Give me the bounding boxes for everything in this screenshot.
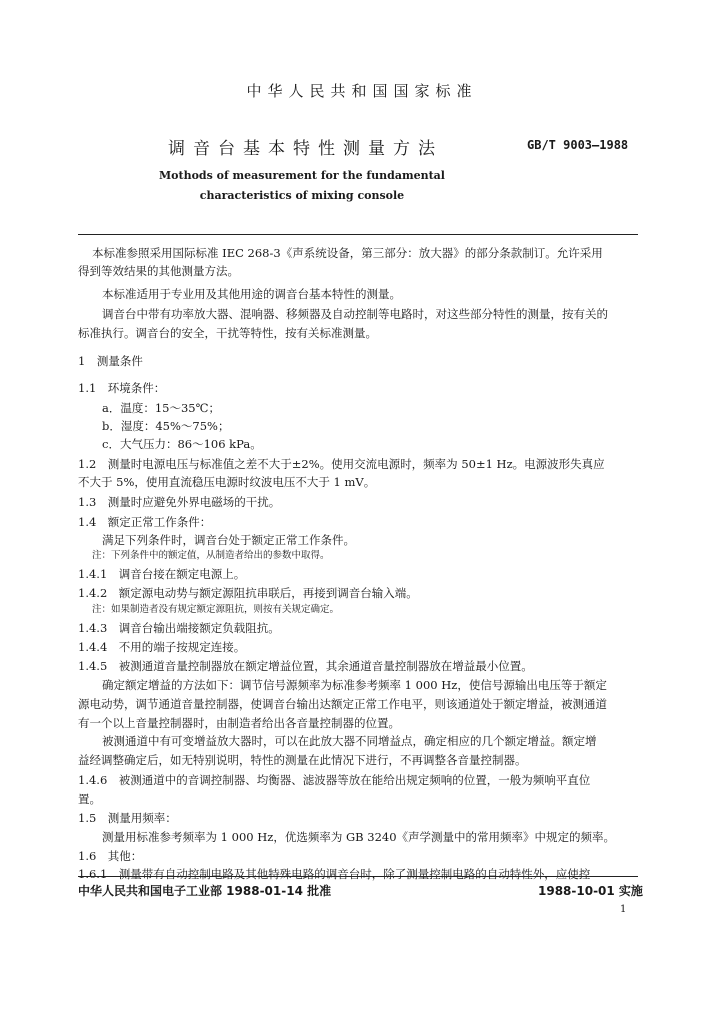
- body-line: 源电动势，调节通道音量控制器，使调音台输出达额定正常工作电平，则该通道处于额定增益，被测通道: [78, 697, 607, 711]
- note-text: 注：如果制造者没有规定额定源阻抗，则按有关规定确定。: [92, 604, 340, 615]
- list-item: b．湿度：45%～75%；: [102, 419, 230, 433]
- body-line: 1.4.1 调音台接在额定电源上。: [78, 567, 246, 581]
- body-line: 调音台中带有功率放大器、混响器、移频器及自动控制等电路时，对这些部分特性的测量，按有关的: [102, 307, 608, 321]
- body-line: 本标准参照采用国际标准 IEC 268-3《声系统设备，第三部分：放大器》的部分条款制订。允许采用: [92, 246, 603, 260]
- body-line: 1.3 测量时应避免外界电磁场的干扰。: [78, 495, 281, 509]
- clause-heading: 1.4 额定正常工作条件：: [78, 515, 212, 529]
- body-line: 得到等效结果的其他测量方法。: [78, 264, 239, 278]
- standard-code: GB/T 9003—1988: [527, 138, 629, 152]
- note-text: 注：下列条件中的额定值，从制造者给出的参数中取得。: [92, 550, 330, 561]
- body-line: 1.6.1 测量带有自动控制电路及其他特殊电路的调音台时，除了测量控制电路的自动特性外，应使控: [78, 867, 591, 881]
- body-line: 1.4.5 被测通道音量控制器放在额定增益位置，其余通道音量控制器放在增益最小位置。: [78, 659, 533, 673]
- body-line: 确定额定增益的方法如下：调节信号源频率为标准参考频率 1 000 Hz，使信号源输出电压等于额定: [102, 678, 607, 692]
- body-line: 本标准适用于专业用及其他用途的调音台基本特性的测量。: [102, 287, 401, 301]
- list-item: a．温度：15～35℃；: [102, 401, 220, 415]
- standard-name: 中华人民共和国国家标准: [246, 82, 478, 100]
- body-line: 1.4.6 被测通道中的音调控制器、均衡器、滤波器等放在能给出规定频响的位置，一般为频响平直位: [78, 773, 591, 787]
- clause-heading: 1.5 测量用频率：: [78, 811, 177, 825]
- effective-date: 1988-10-01 实施: [538, 884, 643, 898]
- english-title-line-1: Mothods of measurement for the fundamental: [158, 169, 445, 182]
- section-heading: 1 测量条件: [78, 354, 143, 368]
- body-line: 1.2 测量时电源电压与标准值之差不大于±2%。使用交流电源时，频率为 50±1 Hz。电源波形失真应: [78, 457, 605, 471]
- footer-divider: [78, 876, 638, 877]
- body-line: 测量用标准参考频率为 1 000 Hz，优选频率为 GB 3240《声学测量中的常用频率》中规定的频率。: [102, 830, 616, 844]
- english-title-line-2: characteristics of mixing console: [199, 189, 405, 202]
- body-line: 益经调整确定后，如无特别说明，特性的测量在此情况下进行，不再调整各音量控制器。: [78, 753, 527, 767]
- document-title: 调音台基本特性测量方法: [168, 139, 443, 159]
- body-line: 1.4.4 不用的端子按规定连接。: [78, 640, 246, 654]
- body-line: 标准执行。调音台的安全，干扰等特性，按有关标准测量。: [78, 326, 377, 340]
- body-line: 被测通道中有可变增益放大器时，可以在此放大器不同增益点，确定相应的几个额定增益。额定增: [102, 734, 597, 748]
- english-title: [0, 166, 604, 206]
- list-item: c．大气压力：86～106 kPa。: [102, 437, 262, 451]
- body-line: 有一个以上音量控制器时，由制造者给出各音量控制器的位置。: [78, 716, 400, 730]
- page-number: 1: [620, 904, 627, 915]
- body-line: 1.4.3 调音台输出端接额定负载阻抗。: [78, 621, 280, 635]
- clause-heading: 1.1 环境条件：: [78, 381, 166, 395]
- body-line: 置。: [78, 792, 101, 806]
- clause-heading: 1.6 其他：: [78, 849, 143, 863]
- body-line: 满足下列条件时，调音台处于额定正常工作条件。: [102, 533, 355, 547]
- header-divider: [78, 234, 638, 235]
- body-line: 不大于 5%，使用直流稳压电源时纹波电压不大于 1 mV。: [78, 475, 376, 489]
- body-line: 1.4.2 额定源电动势与额定源阻抗串联后，再接到调音台输入端。: [78, 586, 418, 600]
- approval-info: 中华人民共和国电子工业部 1988-01-14 批准: [78, 884, 332, 898]
